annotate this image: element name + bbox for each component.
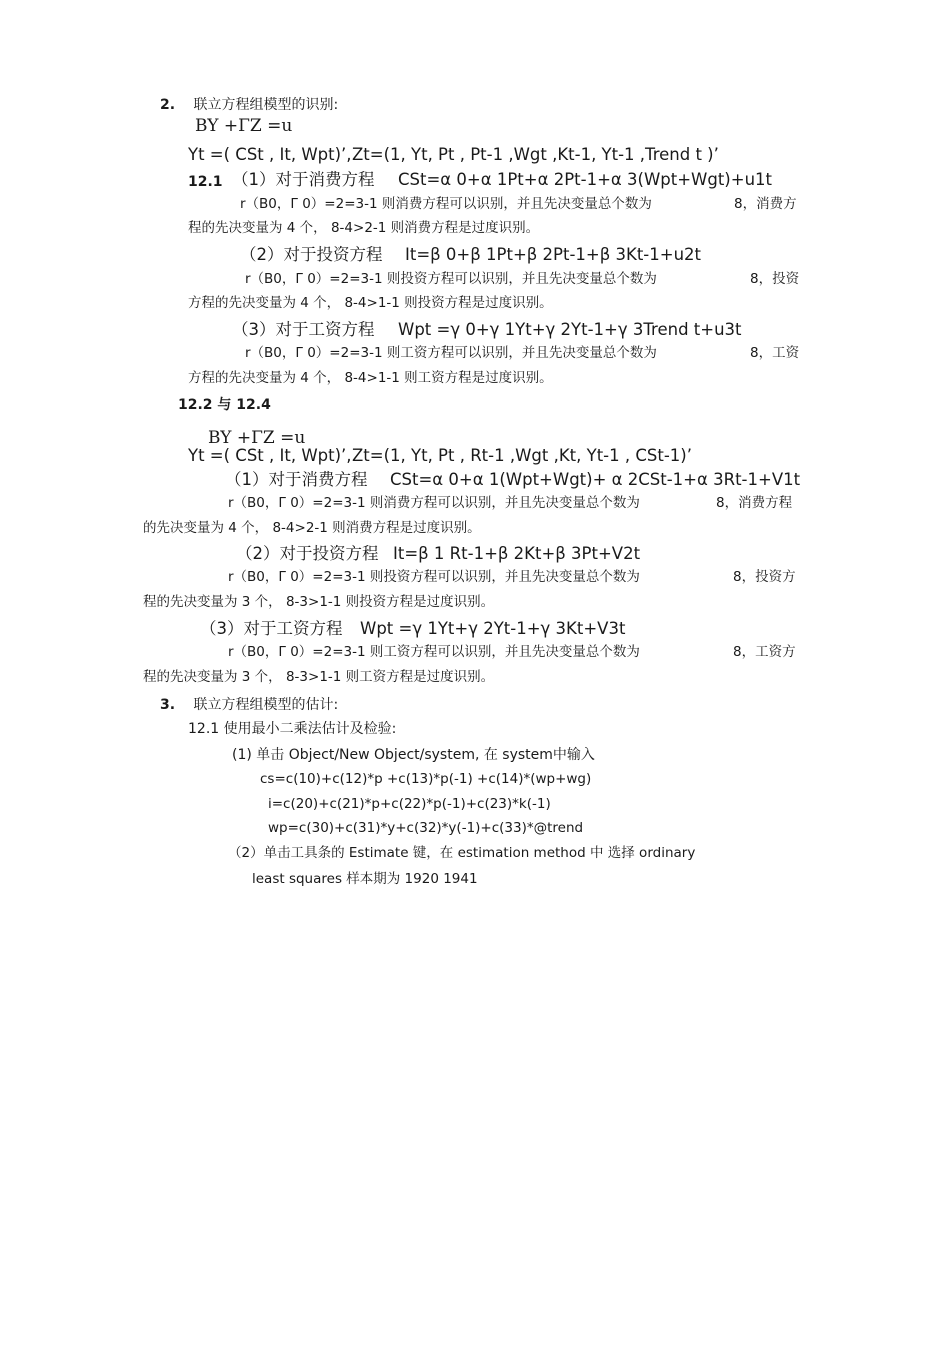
section-title: 联立方程组模型的估计: — [193, 697, 339, 713]
equation-heading: （1）对于消费方程 — [225, 470, 368, 489]
subsection-label: 12.2 与 12.4 — [178, 397, 271, 413]
section-title: 联立方程组模型的识别: — [193, 97, 339, 113]
equation-heading: （3）对于工资方程 — [232, 320, 375, 339]
order-condition-text: 的先决变量为 4 个， 8-4>2-1 则消费方程是过度识别。 — [143, 520, 481, 536]
rank-condition-text: r（B0，Γ 0）=2=3-1 则消费方程可以识别，并且先决变量总个数为 — [240, 196, 652, 212]
code-line: cs=c(10)+c(12)*p +c(13)*p(-1) +c(14)*(wp+wg) — [260, 771, 592, 787]
endogenous-vector — [188, 147, 352, 164]
wage-equation: Wpt =γ 0+γ 1Yt+γ 2Yt-1+γ 3Trend t+u3t — [398, 320, 742, 339]
equation-structural-form: BY +ΓZ =u — [208, 428, 306, 448]
rank-condition-text: r（B0，Γ 0）=2=3-1 则投资方程可以识别，并且先决变量总个数为 — [228, 569, 640, 585]
equation-heading: （2）对于投资方程 — [236, 544, 379, 563]
rank-condition-text: r（B0，Γ 0）=2=3-1 则消费方程可以识别，并且先决变量总个数为 — [228, 495, 640, 511]
rank-condition-text: r（B0，Γ 0）=2=3-1 则投资方程可以识别，并且先决变量总个数为 — [245, 271, 657, 287]
section-2-heading — [160, 98, 338, 112]
section-3-heading — [160, 698, 338, 712]
order-condition-text: 程的先决变量为 4 个， 8-4>2-1 则消费方程是过度识别。 — [188, 220, 540, 236]
investment-equation: It=β 0+β 1Pt+β 2Pt-1+β 3Kt-1+u2t — [405, 245, 702, 264]
equation-heading: （2）对于投资方程 — [240, 245, 383, 264]
subsection-label: 12.1 — [188, 174, 223, 190]
rank-condition-count: 8，工资方 — [733, 644, 796, 660]
investment-equation: It=β 1 Rt-1+β 2Kt+β 3Pt+V2t — [393, 544, 641, 563]
order-condition-text: 程的先决变量为 3 个， 8-3>1-1 则工资方程是过度识别。 — [143, 669, 495, 685]
step-2-text: （2）单击工具条的 Estimate 键，在 estimation method 中 选择 ordinary — [228, 845, 696, 861]
rank-condition-count: 8，消费方 — [734, 196, 797, 212]
order-condition-text: 方程的先决变量为 4 个， 8-4>1-1 则投资方程是过度识别。 — [188, 295, 553, 311]
rank-condition-count: 8，投资方 — [733, 569, 796, 585]
section-number: 3. — [160, 697, 176, 713]
consumption-equation: CSt=α 0+α 1(Wpt+Wgt)+ α 2CSt-1+α 3Rt-1+V1t — [390, 470, 801, 489]
wage-equation: Wpt =γ 1Yt+γ 2Yt-1+γ 3Kt+V3t — [360, 619, 626, 638]
step-2-text-continued: least squares 样本期为 1920 1941 — [252, 871, 478, 887]
consumption-equation: CSt=α 0+α 1Pt+α 2Pt-1+α 3(Wpt+Wgt)+u1t — [398, 170, 772, 189]
order-condition-text: 程的先决变量为 3 个， 8-3>1-1 则投资方程是过度识别。 — [143, 594, 495, 610]
rank-condition-text: r（B0，Γ 0）=2=3-1 则工资方程可以识别，并且先决变量总个数为 — [228, 644, 640, 660]
rank-condition-count: 8，工资 — [750, 345, 800, 361]
endogenous-vector: Yt =( CSt , It, Wpt)’, — [188, 446, 352, 465]
section-number: 2. — [160, 97, 176, 113]
subsection-heading: 12.1 使用最小二乘法估计及检验: — [188, 721, 397, 737]
equation-heading: （3）对于工资方程 — [200, 619, 343, 638]
equation-structural-form: BY +ΓZ =u — [195, 116, 293, 136]
y-vector: Yt =( CSt , It, Wpt)’, — [188, 145, 352, 164]
code-line: i=c(20)+c(21)*p+c(22)*p(-1)+c(23)*k(-1) — [268, 796, 551, 812]
order-condition-text: 方程的先决变量为 4 个， 8-4>1-1 则工资方程是过度识别。 — [188, 370, 553, 386]
code-line: wp=c(30)+c(31)*y+c(32)*y(-1)+c(33)*@trend — [268, 820, 584, 836]
exogenous-vector: Zt=(1, Yt, Pt , Rt-1 ,Wgt ,Kt, Yt-1 , CSt-1)’ — [352, 446, 692, 465]
equation-heading: （1）对于消费方程 — [232, 170, 375, 189]
rank-condition-count: 8，投资 — [750, 271, 800, 287]
rank-condition-count: 8，消费方程 — [716, 495, 793, 511]
exogenous-vector: Zt=(1, Yt, Pt , Pt-1 ,Wgt ,Kt-1, Yt-1 ,Trend t )’ — [352, 145, 719, 164]
rank-condition-text: r（B0，Γ 0）=2=3-1 则工资方程可以识别，并且先决变量总个数为 — [245, 345, 657, 361]
step-1-text: (1) 单击 Object/New Object/system, 在 system中输入 — [232, 747, 595, 763]
